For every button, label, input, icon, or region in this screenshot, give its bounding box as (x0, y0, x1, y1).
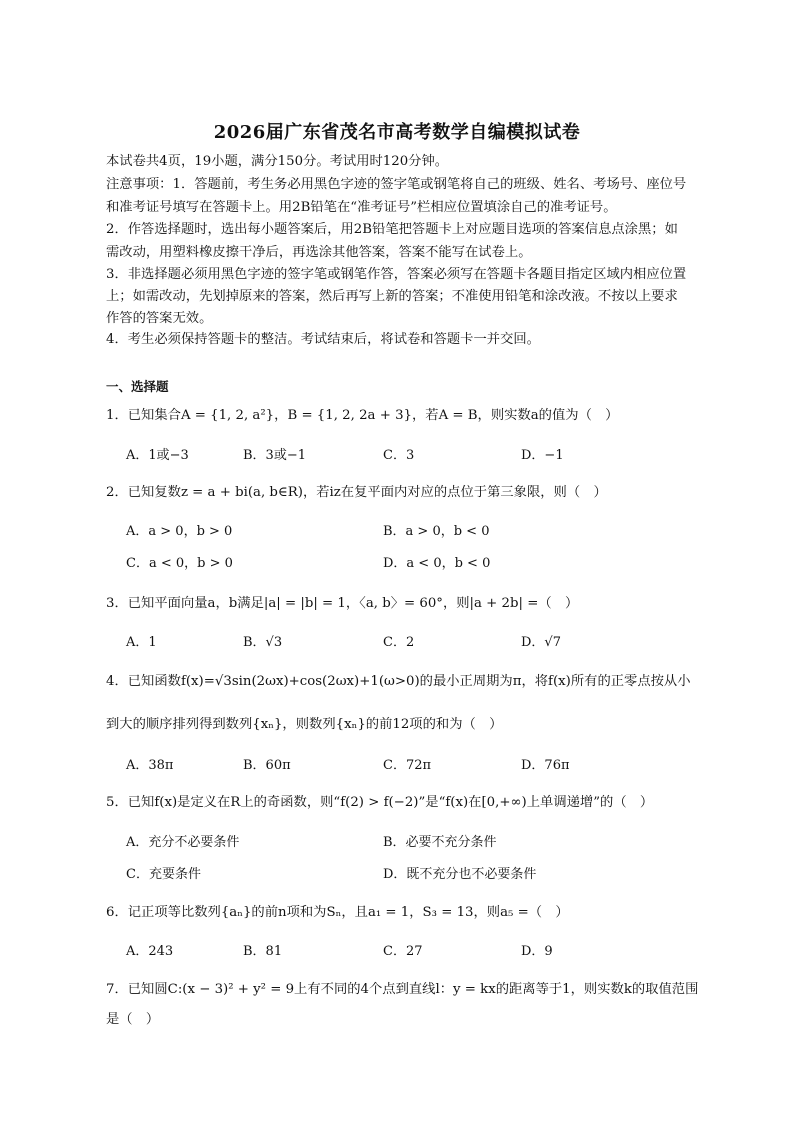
intro-line: 4．考生必须保持答题卡的整洁。考试结束后，将试卷和答题卡一并交回。 (106, 332, 540, 347)
question-stem-continued: 是（ ） (106, 1012, 160, 1027)
option-b: B．3或−1 (243, 448, 306, 463)
option-b: B．必要不充分条件 (383, 835, 497, 850)
intro-line: 本试卷共4页，19小题，满分150分。考试用时120分钟。 (106, 154, 449, 169)
option-a: A．a > 0，b > 0 (126, 524, 233, 539)
option-b: B．60π (243, 758, 291, 773)
option-a: A．243 (126, 944, 174, 959)
option-c: C．2 (383, 635, 415, 650)
question-stem: 4．已知函数f(x)=√3sin(2ωx)+cos(2ωx)+1(ω>0)的最小正周期为π，将f(x)所有的正零点按从小 (106, 674, 691, 689)
intro-line: 作答的答案无效。 (106, 311, 213, 326)
option-a: A．充分不必要条件 (126, 835, 240, 850)
intro-line: 上；如需改动，先划掉原来的答案，然后再写上新的答案；不准使用铅笔和涂改液。不按以上要求 (106, 289, 678, 304)
option-d: D．76π (521, 758, 570, 773)
question-stem: 1．已知集合A = {1, 2, a²}，B = {1, 2, 2a + 3}，若A = B，则实数a的值为（ ） (106, 408, 619, 423)
option-d: D．√7 (521, 635, 561, 650)
intro-line: 3．非选择题必须用黑色字迹的签字笔或钢笔作答，答案必须写在答题卡各题目指定区域内相应位置 (106, 267, 687, 282)
option-c: C．27 (383, 944, 423, 959)
question-stem: 2．已知复数z = a + bi(a, b∈R)，若iz在复平面内对应的点位于第三象限，则（ ） (106, 485, 607, 500)
question-stem: 7．已知圆C:(x − 3)² + y² = 9上有不同的4个点到直线l：y = kx的距离等于1，则实数k的取值范围 (106, 982, 699, 997)
option-d: D．a < 0，b < 0 (383, 556, 491, 571)
option-c: C．充要条件 (126, 867, 201, 882)
intro-line: 和准考证号填写在答题卡上。用2B铅笔在“准考证号”栏相应位置填涂自己的准考证号。 (106, 200, 617, 215)
page-title: 2026届广东省茂名市高考数学自编模拟试卷 (213, 122, 581, 143)
option-d: D．−1 (521, 448, 564, 463)
option-a: A．38π (126, 758, 174, 773)
option-c: C．a < 0，b > 0 (126, 556, 233, 571)
option-b: B．a > 0，b < 0 (383, 524, 490, 539)
option-d: D．9 (521, 944, 553, 959)
question-stem: 6．记正项等比数列{aₙ}的前n项和为Sₙ，且a₁ = 1，S₃ = 13，则a₅ =（ ） (106, 905, 569, 920)
option-a: A．1或−3 (126, 448, 189, 463)
option-c: C．3 (383, 448, 415, 463)
intro-line: 注意事项：1．答题前，考生务必用黑色字迹的签字笔或钢笔将自己的班级、姓名、考场号、座位号 (106, 177, 687, 192)
section-heading: 一、选择题 (106, 379, 169, 394)
intro-line: 2．作答选择题时，选出每小题答案后，用2B铅笔把答题卡上对应题目选项的答案信息点涂黑；如 (106, 222, 678, 237)
question-stem-continued: 到大的顺序排列得到数列{xₙ}，则数列{xₙ}的前12项的和为（ ） (106, 717, 503, 732)
intro-line: 需改动，用塑料橡皮擦干净后，再选涂其他答案，答案不能写在试卷上。 (106, 245, 532, 260)
option-d: D．既不充分也不必要条件 (383, 867, 537, 882)
option-a: A．1 (126, 635, 157, 650)
question-stem: 3．已知平面向量a，b满足|a| = |b| = 1，〈a, b〉= 60°，则|a + 2b| =（ ） (106, 596, 579, 611)
option-b: B．81 (243, 944, 283, 959)
question-stem: 5．已知f(x)是定义在R上的奇函数，则“f(2) > f(−2)”是“f(x)在[0,+∞)上单调递增”的（ ） (106, 795, 654, 810)
option-b: B．√3 (243, 635, 283, 650)
option-c: C．72π (383, 758, 432, 773)
